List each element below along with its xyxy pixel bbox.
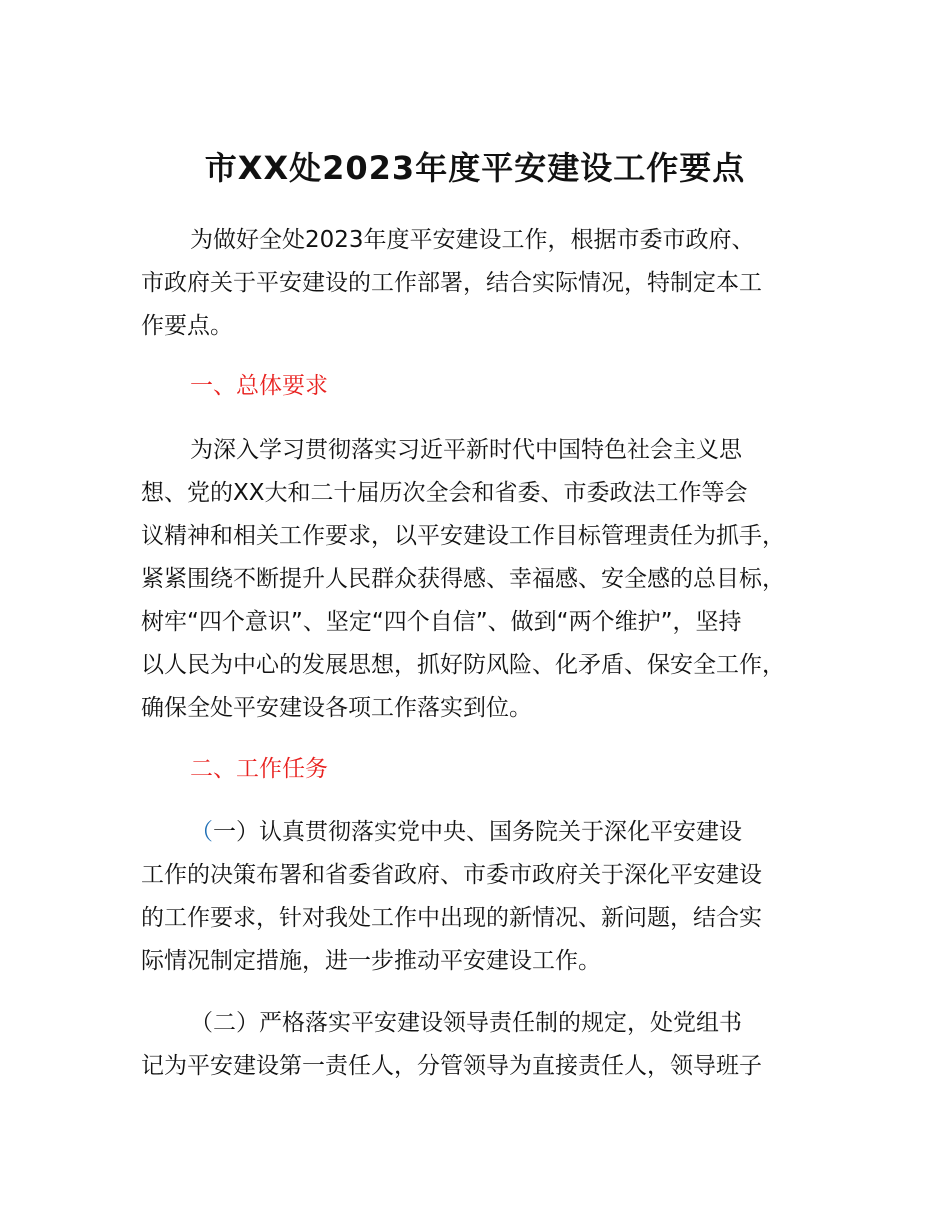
document-title: 市XX处2023年度平安建设工作要点: [204, 149, 746, 187]
section1-line-7: 确保全处平安建设各项工作落实到位。: [141, 695, 532, 721]
item2-line-2: 记为平安建设第一责任人，分管领导为直接责任人，领导班子: [141, 1053, 762, 1079]
item1-line-1-text: 一）认真贯彻落实党中央、国务院关于深化平安建设: [213, 819, 742, 845]
section1-line-4: 紧紧围绕不断提升人民群众获得感、幸福感、安全感的总目标，: [141, 566, 785, 592]
section1-line-3: 议精神和相关工作要求，以平安建设工作目标管理责任为抓手，: [141, 523, 785, 549]
item1-line-4: 际情况制定措施，进一步推动平安建设工作。: [141, 948, 601, 974]
intro-line-3: 作要点。: [141, 313, 233, 339]
section1-line-6: 以人民为中心的发展思想，抓好防风险、化矛盾、保安全工作，: [141, 652, 785, 678]
section-heading-2: 二、工作任务: [190, 756, 328, 782]
item2-line-1: （二）严格落实平安建设领导责任制的规定，处党组书: [190, 1010, 742, 1036]
section1-line-5: 树牢“四个意识”、坚定“四个自信”、做到“两个维护”，坚持: [141, 609, 742, 635]
item1-line-2: 工作的决策布署和省委省政府、市委市政府关于深化平安建设: [141, 862, 762, 888]
section-heading-1: 一、总体要求: [190, 373, 328, 399]
intro-line-2: 市政府关于平安建设的工作部署，结合实际情况，特制定本工: [141, 270, 762, 296]
item1-line-1: [190, 817, 742, 847]
intro-line-1: 为做好全处2023年度平安建设工作，根据市委市政府、: [190, 227, 755, 253]
section1-line-1: 为深入学习贯彻落实习近平新时代中国特色社会主义思: [190, 437, 742, 463]
item1-line-3: 的工作要求，针对我处工作中出现的新情况、新问题，结合实: [141, 905, 762, 931]
item1-open-paren: （: [190, 819, 213, 845]
section1-line-2: 想、党的XX大和二十届历次全会和省委、市委政法工作等会: [141, 480, 748, 506]
